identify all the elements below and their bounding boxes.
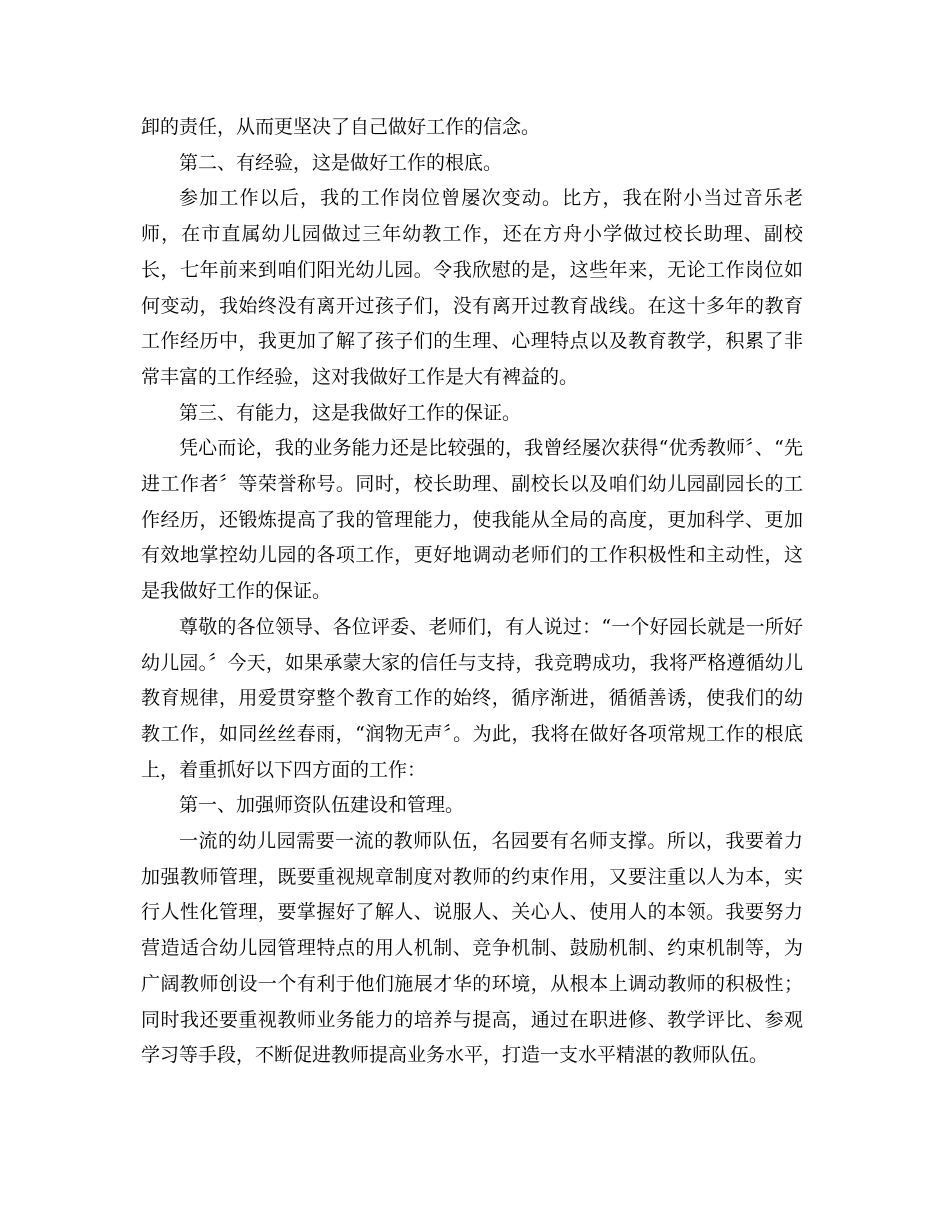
paragraph-work-history: 参加工作以后，我的工作岗位曾屡次变动。比方，我在附小当过音乐老师，在市直属幼儿园做过三年幼教工作，还在方舟小学做过校长助理、副校长，七年前来到咱们阳光幼儿园。令我欣慰的是，这些年来，无论工作岗位如何变动，我始终没有离开过孩子们，没有离开过教育战线。在这十多年的教育工作经历中，我更加了解了孩子们的生理、心理特点以及教育教学，积累了非常丰富的工作经验，这对我做好工作是大有裨益的。 (141, 187, 803, 388)
paragraph-heading-experience: 第二、有经验，这是做好工作的根底。 (179, 151, 503, 174)
paragraph-heading-staff: 第一、加强师资队伍建设和管理。 (179, 794, 465, 817)
paragraph-address: 尊敬的各位领导、各位评委、老师们，有人说过：“一个好园长就是一所好幼儿园。〞今天，如果承蒙大家的信任与支持，我竞聘成功，我将严格遵循幼儿教育规律，用爱贯穿整个教育工作的始终，循序渐进，循循善诱，使我们的幼教工作，如同丝丝春雨，“润物无声〞。为此，我将在做好各项常规工作的根底上，着重抓好以下四方面的工作： (141, 615, 803, 781)
paragraph-continuation: 卸的责任，从而更坚决了自己做好工作的信念。 (141, 116, 541, 138)
paragraph-heading-ability: 第三、有能力，这是我做好工作的保证。 (179, 401, 522, 424)
paragraph-ability: 凭心而论，我的业务能力还是比较强的，我曾经屡次获得“优秀教师〞、“先进工作者〞等荣誉称号。同时，校长助理、副校长以及咱们幼儿园副园长的工作经历，还锻炼提高了我的管理能力，使我能从全局的高度，更加科学、更加有效地掌控幼儿园的各项工作，更好地调动老师们的工作积极性和主动性，这是我做好工作的保证。 (141, 437, 803, 603)
paragraph-staff-management: 一流的幼儿园需要一流的教师队伍，名园要有名师支撑。所以，我要着力加强教师管理，既要重视规章制度对教师的约束作用，又要注重以人为本，实行人性化管理，要掌握好了解人、说服人、关心人、使用人的本领。我要努力营造适合幼儿园管理特点的用人机制、竞争机制、鼓励机制、约束机制等，为广阔教师创设一个有利于他们施展才华的环境，从根本上调动教师的积极性；同时我还要重视教师业务能力的培养与提高，通过在职进修、教学评比、参观学习等手段，不断促进教师提高业务水平，打造一支水平精湛的教师队伍。 (141, 830, 803, 1067)
document-body (141, 110, 803, 1074)
